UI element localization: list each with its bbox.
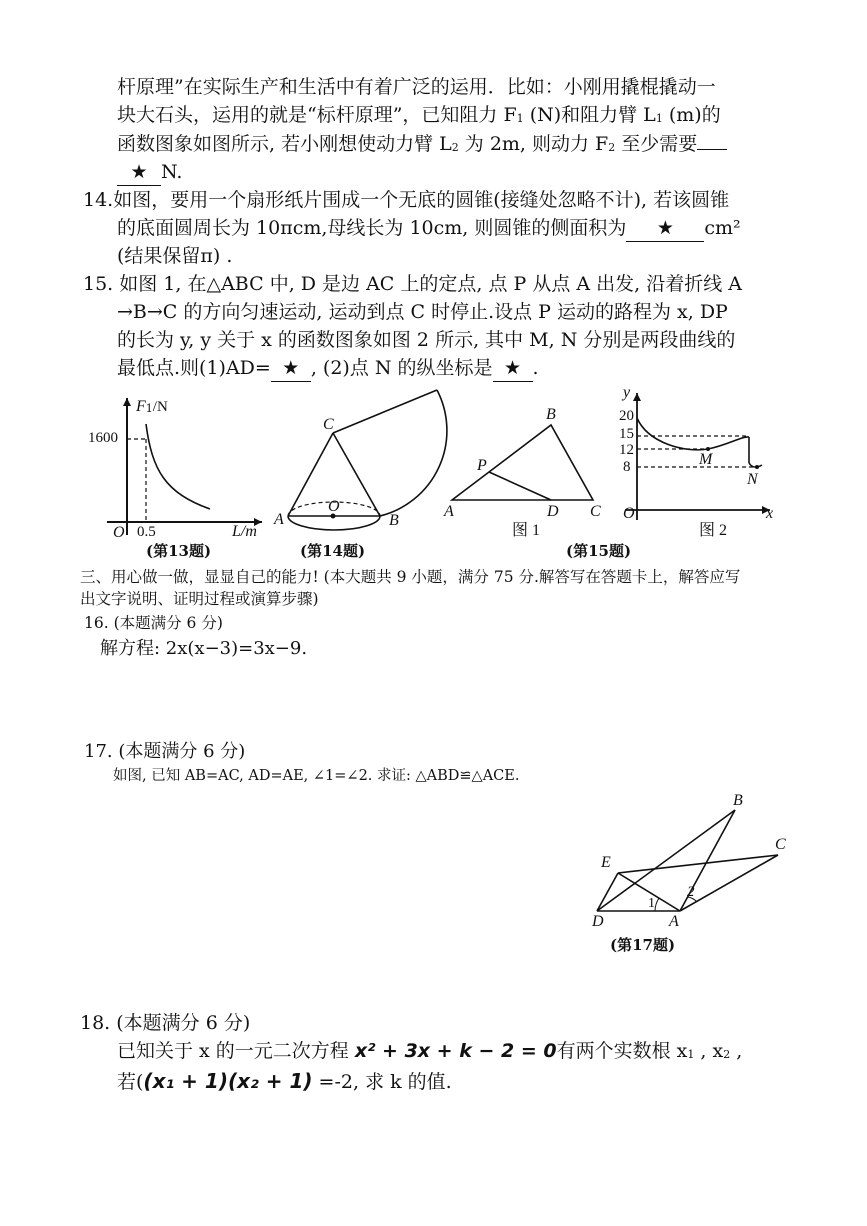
- pi-symbol: π: [280, 217, 293, 239]
- fig14-label-a: A: [274, 511, 284, 528]
- q14-line-1: 14.如图，要用一个扇形纸片围成一个无底的圆锥(接缝处忽略不计), 若该圆锥: [83, 189, 730, 211]
- answer-blank: ★: [493, 355, 533, 382]
- fig15-2-label: 图 2: [699, 522, 728, 539]
- q14-text: cm²: [704, 217, 741, 239]
- section3-line-2: 出文字说明、证明过程或演算步骤): [80, 590, 319, 608]
- section3-line-1: 三、用心做一做，显显自己的能力! (本大题共 9 小题，满分 75 分.解答写在答题卡上，解答应写: [80, 568, 741, 586]
- subscript: 2: [723, 1048, 731, 1061]
- fig17-caption: (第17题): [610, 936, 676, 954]
- fig15-1-label: 图 1: [512, 522, 541, 539]
- fig17-label-c: C: [775, 836, 786, 853]
- q13-text: 块大石头，运用的就是“标杆原理”，已知阻力 F: [117, 104, 517, 126]
- fig13-x-tick: 0.5: [137, 524, 156, 540]
- q13-text: 至少需要: [615, 133, 698, 155]
- quadratic-equation: x² + 3x + k − 2 = 0: [354, 1040, 557, 1062]
- fig15-2-tick-12: 12: [619, 442, 634, 458]
- fig14-label-b: B: [389, 512, 399, 529]
- subscript: 2: [608, 141, 616, 154]
- pi-symbol: π: [200, 245, 213, 267]
- q14-text: (结果保留: [117, 245, 201, 267]
- fig15-2-tick-8: 8: [623, 459, 631, 475]
- fig17-angle-1: 1: [648, 896, 655, 911]
- q15-text: 最低点.则(1)AD=: [117, 357, 271, 379]
- product-expression: (x₁ + 1)(x₂ + 1): [143, 1069, 313, 1093]
- fig13-y-tick: 1600: [88, 430, 118, 446]
- q18-text: 已知关于 x 的一元二次方程: [117, 1040, 349, 1062]
- subscript: 1: [655, 112, 663, 125]
- q15-line-1: 15. 如图 1, 在△ABC 中, D 是边 AC 上的定点, 点 P 从点 A 出发, 沿着折线 A: [83, 273, 742, 295]
- fig13-xlabel: L/m: [232, 523, 257, 540]
- q18-heading: 18. (本题满分 6 分): [80, 1012, 251, 1034]
- fig15-1-label-b: B: [546, 406, 556, 423]
- answer-blank: ★: [117, 159, 161, 186]
- q15-text: .: [532, 357, 539, 379]
- fig15-2-y-label: y: [623, 384, 631, 401]
- fig17-angle-2: 2: [687, 884, 695, 900]
- fig17-label-b: B: [733, 792, 743, 809]
- q17-heading: 17. (本题满分 6 分): [84, 741, 246, 762]
- fig15-1-label-p: P: [477, 457, 487, 474]
- q18-text: 若(: [117, 1071, 144, 1093]
- q13-text: 为 2m, 则动力 F: [458, 133, 609, 155]
- fig15-2-label-m: M: [699, 451, 713, 468]
- q18-line-1: [117, 1038, 742, 1068]
- fig13-ylabel-unit: /N: [152, 399, 168, 415]
- fig14-caption: (第14题): [300, 542, 366, 560]
- q15-line-3: 的长为 y, y 关于 x 的函数图象如图 2 所示, 其中 M, N 分别是两段曲线的: [117, 329, 736, 351]
- subscript: 1: [687, 1048, 695, 1061]
- q15-line-2: →B→C 的方向匀速运动, 运动到点 C 时停止.设点 P 运动的路程为 x, DP: [117, 301, 728, 323]
- subscript: 2: [451, 141, 459, 154]
- q16-problem: 解方程: 2x(x−3)=3x−9.: [100, 638, 308, 659]
- q13-text: (N)和阻力臂 L: [523, 104, 656, 126]
- fig15-1-label-c: C: [590, 503, 601, 520]
- q14-text: cm,母线长为 10cm, 则圆锥的侧面积为: [292, 217, 627, 239]
- q13-text: (m)的: [662, 104, 721, 126]
- fig14-label-o: O: [328, 498, 340, 515]
- q14-text: ) .: [212, 245, 233, 267]
- fig15-2-tick-15: 15: [619, 426, 634, 442]
- q18-text: =-2, 求 k 的值.: [312, 1071, 452, 1093]
- fig15-2-label-n: N: [747, 471, 758, 488]
- q16-heading: 16. (本题满分 6 分): [84, 614, 223, 632]
- answer-blank: ★: [271, 355, 311, 382]
- fig15-2-origin: O: [623, 505, 635, 522]
- fig17-label-a: A: [669, 913, 679, 930]
- fig17-label-d: D: [592, 913, 604, 930]
- fig13-origin: O: [113, 524, 125, 541]
- fig15-1-label-d: D: [547, 503, 559, 520]
- q17-problem: 如图, 已知 AB=AC, AD=AE, ∠1=∠2. 求证: △ABD≌△ACE.: [113, 768, 520, 784]
- subscript: 1: [145, 402, 153, 415]
- q13-text: 函数图象如图所示, 若小刚想使动力臂 L: [117, 133, 452, 155]
- q18-text: 有两个实数根 x: [556, 1040, 688, 1062]
- fig13-caption: (第13题): [146, 542, 212, 560]
- fig15-2-x-label: x: [766, 505, 774, 522]
- fig15-caption: (第15题): [566, 542, 632, 560]
- q18-line-2: [117, 1068, 452, 1095]
- q14-text: 的底面圆周长为 10: [117, 217, 281, 239]
- q13-text: N.: [161, 161, 183, 183]
- fig15-2-tick-20: 20: [619, 408, 634, 424]
- q18-text: ,: [730, 1040, 743, 1062]
- q13-line-1: 杆原理”在实际生产和生活中有着广泛的运用．比如：小刚用撬棍撬动一: [117, 76, 716, 98]
- subscript: 1: [516, 112, 524, 125]
- fig14-label-c: C: [323, 416, 334, 433]
- fig17-label-e: E: [601, 854, 611, 871]
- q18-text: , x: [694, 1040, 724, 1062]
- q15-text: , (2)点 N 的纵坐标是: [310, 357, 493, 379]
- answer-blank: ★: [626, 215, 704, 242]
- fig15-1-label-a: A: [444, 503, 454, 520]
- fig13-ylabel-text: F: [136, 398, 146, 415]
